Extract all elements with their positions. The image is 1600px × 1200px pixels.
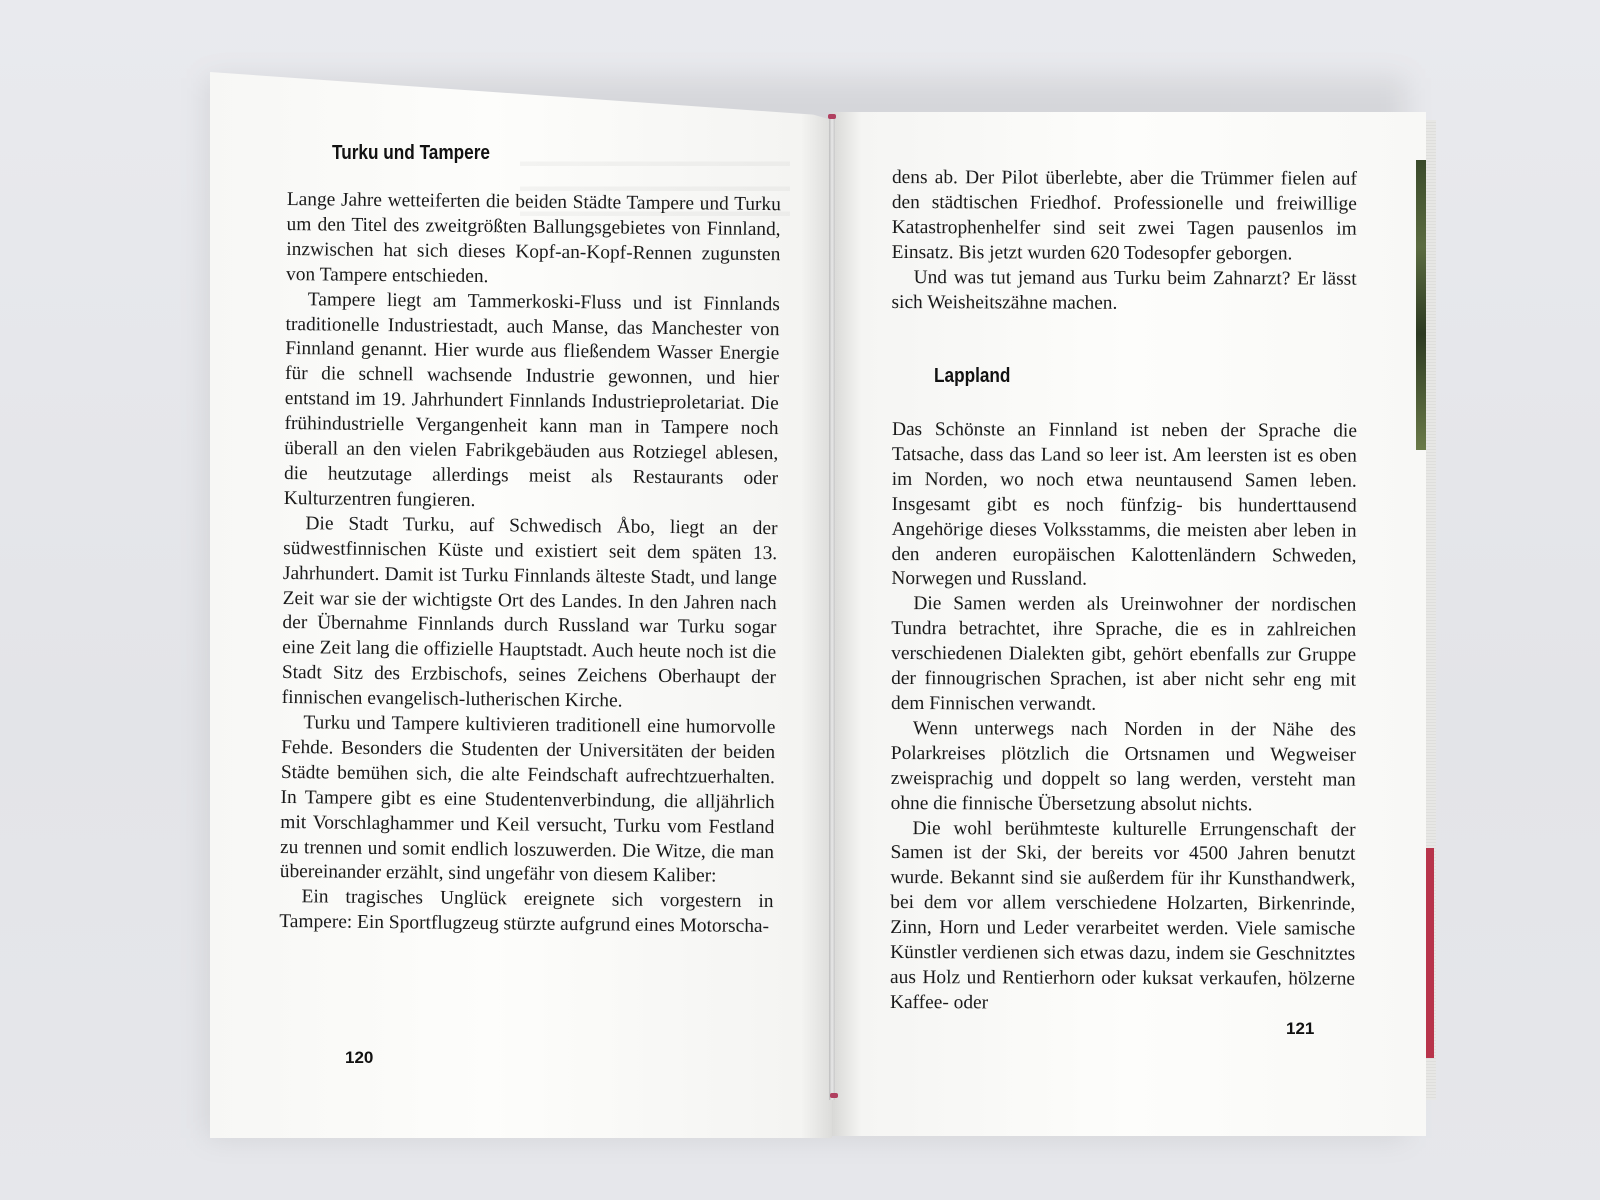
paragraph: Und was tut jemand aus Turku beim Zahnarzt? Er lässt sich Weisheitszähne machen. xyxy=(891,266,1357,314)
paragraph: Das Schönste an Finnland ist neben der Sprache die Tatsache, dass das Land so leer ist. Am leersten ist es oben im Norden, wo noch etwa neuntausend Samen leben. Insgesamt gibt es noch fünfzig- bis hunderttausend Angehörige dieses Volksstamms, die meisten aber leben in den anderen europäischen Kalottenländern Schweden, Norwegen und Russland. xyxy=(891,419,1357,591)
right-page-body xyxy=(890,418,1357,1017)
left-page-body xyxy=(279,188,781,940)
spine-mark-bottom xyxy=(830,1093,838,1098)
page-number-left: 120 xyxy=(345,1048,374,1067)
paragraph: Die wohl berühmteste kulturelle Errungenschaft der Samen ist der Ski, der bereits vor 4500 Jahren benutzt wurde. Bekannt sind sie außerdem für ihr Kunsthandwerk, bei dem vor allem verschiedene Holzarten, Birkenrinde, Zinn, Horn und Leder verarbeitet werden. Viele samische Künstler verdienen sich etwas dazu, indem sie Geschnitztes aus Holz und Rentierhorn oder kuksat verkaufen, hölzerne Kaffee- oder xyxy=(889,817,1356,1014)
next-page-photo-strip xyxy=(1416,160,1426,450)
red-tab-strip xyxy=(1426,848,1434,1058)
page-number-right: 121 xyxy=(1286,1019,1315,1038)
section-heading-turku-tampere: Turku und Tampere xyxy=(332,142,491,164)
paragraph: dens ab. Der Pilot überlebte, aber die Trümmer fielen auf den städtischen Friedhof. Professionelle und freiwillige Katastrophenhelfer sind seit zwei Tagen pausenlos im Einsatz. Bis jetzt wurden 620 Todesopfer geborgen. xyxy=(891,167,1357,265)
paragraph: Wenn unterwegs nach Norden in der Nähe des Polarkreises plötzlich die Ortsnamen und Wegweiser zweisprachig und doppelt so lang werden, versteht man ohne die finnische Übersetzung absolut nichts. xyxy=(890,717,1356,815)
paragraph: Tampere liegt am Tammerkoski-Fluss und ist Finnlands traditionelle Industriestadt, auch Manse, das Manchester von Finnland genannt. Hier wurde aus fließendem Wasser Energie für die schnell wachsende Industrie gewonnen, und hier entstand im 19. Jahrhundert Finnlands Industrieproletariat. Die frühindustrielle Vergangenheit kann man in Tampere noch überall an den vielen Fabrikgebäuden aus Rotziegel ablesen, die heutzutage allerdings meist als Restaurants oder Kulturzentren fungieren. xyxy=(283,288,780,511)
paragraph: Die Samen werden als Ureinwohner der nordischen Tundra betrachtet, ihre Sprache, die es in zahlreichen verschiedenen Dialekten gibt, gehört ebenfalls zur Gruppe der finnougrischen Sprachen, ist aber nicht sehr eng mit dem Finnischen verwandt. xyxy=(890,593,1357,715)
paragraph: Turku und Tampere kultivieren traditionell eine humorvolle Fehde. Besonders die Studenten der Universitäten der beiden Städte bemühen sich, die alte Feindschaft aufrechtzuerhalten. In Tampere gibt es eine Studentenverbindung, die alljährlich mit Vorschlaghammer und Keil versucht, Turku vom Festland zu trennen und somit endlich loszuwerden. Die Witze, die man übereinander erzählt, sind ungefähr von diesem Kaliber: xyxy=(279,712,776,888)
spine-mark-top xyxy=(828,114,836,119)
book-gutter xyxy=(829,115,835,1100)
paragraph: Ein tragisches Unglück ereignete sich vorgestern in Tampere: Ein Sportflugzeug stürzte aufgrund eines Motorscha- xyxy=(279,886,774,938)
section-heading-lappland: Lappland xyxy=(934,365,1011,387)
right-page-top-body xyxy=(891,166,1357,317)
paragraph: Die Stadt Turku, auf Schwedisch Åbo, liegt an der südwestfinnischen Küste und existiert seit dem späten 13. Jahrhundert. Damit ist Turku Finnlands älteste Stadt, und lange Zeit war sie der wichtigste Ort des Landes. In den Jahren nach der Übernahme Finnlands durch Russland war Turku sogar eine Zeit lang die offizielle Hauptstadt. Auch heute noch ist die Stadt Sitz des Erzbischofs, seines Zeichens Oberhaupt der finnischen evangelisch-lutherischen Kirche. xyxy=(281,512,778,712)
paragraph: Lange Jahre wetteiferten die beiden Städte Tampere und Turku um den Titel des zweitgrößten Ballungsgebietes von Finnland, inzwischen hat sich dieses Kopf-an-Kopf-Rennen zugunsten von Tampere entschieden. xyxy=(285,188,781,287)
